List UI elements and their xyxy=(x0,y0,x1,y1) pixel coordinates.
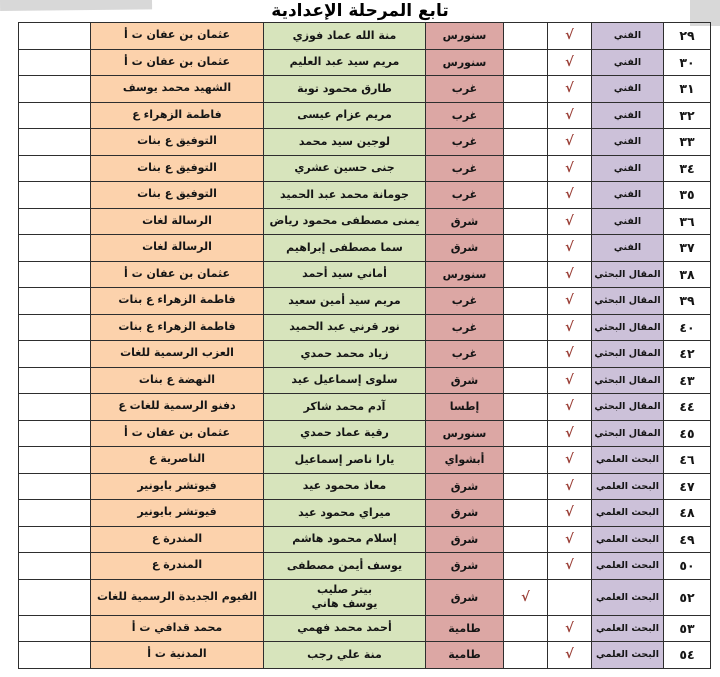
table-row xyxy=(19,261,711,288)
table-row xyxy=(19,579,711,615)
student-name-line1: آدم محمد شاكر xyxy=(303,399,386,413)
cell-school: المندرة ع xyxy=(91,526,264,553)
table-row xyxy=(19,526,711,553)
cell-region: إطسا xyxy=(426,394,504,421)
cell-category: الفني xyxy=(592,102,664,129)
cell-check-alt xyxy=(504,314,548,341)
cell-check-main: √ xyxy=(548,76,592,103)
cell-category: المقال البحثي xyxy=(592,420,664,447)
cell-school: عثمان بن عفان ت أ xyxy=(91,261,264,288)
page-title: تابع المرحلة الإعدادية xyxy=(271,1,449,21)
cell-check-main: √ xyxy=(548,129,592,156)
cell-check-main: √ xyxy=(548,182,592,209)
cell-student-name xyxy=(264,500,426,527)
cell-region: شرق xyxy=(426,553,504,580)
student-name-line1: سما مصطفى إبراهيم xyxy=(286,240,403,254)
cell-category: الفني xyxy=(592,235,664,262)
cell-school: عثمان بن عفان ت أ xyxy=(91,420,264,447)
cell-school: الرسالة لغات xyxy=(91,235,264,262)
spreadsheet-table xyxy=(18,22,711,669)
cell-empty xyxy=(19,473,91,500)
cell-school: العزب الرسمية للغات xyxy=(91,341,264,368)
student-name-line1: لوجين سيد محمد xyxy=(298,134,391,148)
student-name-line1: يمنى مصطفى محمود رياض xyxy=(269,214,420,228)
cell-empty xyxy=(19,500,91,527)
student-name-line1: رقية عماد حمدي xyxy=(300,426,389,440)
table-row xyxy=(19,473,711,500)
cell-region: غرب xyxy=(426,155,504,182)
cell-student-name xyxy=(264,447,426,474)
table-row xyxy=(19,235,711,262)
cell-empty xyxy=(19,615,91,642)
cell-region: غرب xyxy=(426,129,504,156)
cell-school: دفنو الرسمية للغات ع xyxy=(91,394,264,421)
table-row xyxy=(19,155,711,182)
student-name-line1: سلوى إسماعيل عيد xyxy=(291,373,398,387)
cell-check-main: √ xyxy=(548,367,592,394)
cell-school: الشهيد محمد يوسف xyxy=(91,76,264,103)
table-row xyxy=(19,367,711,394)
table-row xyxy=(19,129,711,156)
cell-student-name xyxy=(264,102,426,129)
cell-empty xyxy=(19,579,91,615)
student-name-line2: يوسف هاني xyxy=(311,597,378,610)
cell-category: البحث العلمي xyxy=(592,473,664,500)
cell-check-alt xyxy=(504,473,548,500)
student-name-line1: مريم سيد عبد العليم xyxy=(289,55,400,69)
cell-empty xyxy=(19,261,91,288)
cell-check-alt xyxy=(504,367,548,394)
cell-student-name xyxy=(264,155,426,182)
cell-school: المندرة ع xyxy=(91,553,264,580)
cell-check-alt xyxy=(504,155,548,182)
table-row xyxy=(19,553,711,580)
cell-row-number: ٣٢ xyxy=(664,102,711,129)
cell-empty xyxy=(19,129,91,156)
cell-check-alt xyxy=(504,208,548,235)
cell-check-main: √ xyxy=(548,314,592,341)
cell-row-number: ٥٢ xyxy=(664,579,711,615)
cell-region: شرق xyxy=(426,208,504,235)
student-name-line1: منة علي رجب xyxy=(307,647,382,661)
cell-check-main: √ xyxy=(548,420,592,447)
cell-school: فاطمة الزهراء ع بنات xyxy=(91,288,264,315)
cell-check-main: √ xyxy=(548,341,592,368)
cell-school: فيوتشر بايونير xyxy=(91,473,264,500)
cell-check-main: √ xyxy=(548,261,592,288)
student-name-line1: طارق محمود توبة xyxy=(297,81,392,95)
cell-empty xyxy=(19,553,91,580)
cell-row-number: ٥٤ xyxy=(664,642,711,669)
cell-region: شرق xyxy=(426,500,504,527)
cell-school: الرسالة لغات xyxy=(91,208,264,235)
cell-row-number: ٣٠ xyxy=(664,49,711,76)
table-row xyxy=(19,288,711,315)
cell-student-name xyxy=(264,314,426,341)
cell-check-main: √ xyxy=(548,526,592,553)
cell-row-number: ٢٩ xyxy=(664,23,711,50)
student-name-line1: مريم عزام عيسى xyxy=(297,108,392,122)
cell-category: البحث العلمي xyxy=(592,526,664,553)
cell-category: المقال البحثي xyxy=(592,394,664,421)
cell-student-name xyxy=(264,76,426,103)
student-name-line1: يارا ناصر إسماعيل xyxy=(294,452,395,466)
cell-category: البحث العلمي xyxy=(592,615,664,642)
cell-category: المقال البحثي xyxy=(592,314,664,341)
cell-category: البحث العلمي xyxy=(592,447,664,474)
cell-check-main: √ xyxy=(548,102,592,129)
cell-region: أبشواي xyxy=(426,447,504,474)
cell-check-alt xyxy=(504,526,548,553)
cell-check-main: √ xyxy=(548,642,592,669)
table-row xyxy=(19,23,711,50)
cell-row-number: ٣٨ xyxy=(664,261,711,288)
cell-region: غرب xyxy=(426,288,504,315)
cell-check-main: √ xyxy=(548,394,592,421)
cell-school: محمد قدافي ت أ xyxy=(91,615,264,642)
table-row xyxy=(19,615,711,642)
cell-check-alt xyxy=(504,23,548,50)
cell-school: فاطمة الزهراء ع xyxy=(91,102,264,129)
cell-category: المقال البحثي xyxy=(592,367,664,394)
cell-check-alt xyxy=(504,615,548,642)
table-row xyxy=(19,49,711,76)
cell-empty xyxy=(19,235,91,262)
cell-student-name xyxy=(264,526,426,553)
cell-student-name xyxy=(264,579,426,615)
cell-empty xyxy=(19,447,91,474)
cell-check-main xyxy=(548,579,592,615)
cell-category: المقال البحثي xyxy=(592,341,664,368)
cell-row-number: ٣٧ xyxy=(664,235,711,262)
cell-student-name xyxy=(264,49,426,76)
cell-student-name xyxy=(264,288,426,315)
cell-category: الفني xyxy=(592,76,664,103)
cell-check-alt xyxy=(504,500,548,527)
cell-empty xyxy=(19,526,91,553)
cell-student-name xyxy=(264,420,426,447)
cell-check-alt xyxy=(504,182,548,209)
cell-row-number: ٥٣ xyxy=(664,615,711,642)
cell-check-main: √ xyxy=(548,208,592,235)
cell-empty xyxy=(19,182,91,209)
cell-row-number: ٤٢ xyxy=(664,341,711,368)
cell-check-alt: √ xyxy=(504,579,548,615)
cell-student-name xyxy=(264,129,426,156)
cell-empty xyxy=(19,394,91,421)
student-name-line1: إسلام محمود هاشم xyxy=(292,532,397,546)
cell-region: غرب xyxy=(426,182,504,209)
cell-school: عثمان بن عفان ت أ xyxy=(91,23,264,50)
cell-student-name xyxy=(264,23,426,50)
cell-category: البحث العلمي xyxy=(592,642,664,669)
cell-student-name xyxy=(264,182,426,209)
cell-check-alt xyxy=(504,235,548,262)
cell-region: شرق xyxy=(426,367,504,394)
table-row xyxy=(19,314,711,341)
cell-empty xyxy=(19,155,91,182)
cell-category: البحث العلمي xyxy=(592,579,664,615)
cell-region: سنورس xyxy=(426,49,504,76)
cell-check-main: √ xyxy=(548,500,592,527)
cell-empty xyxy=(19,49,91,76)
cell-empty xyxy=(19,288,91,315)
cell-row-number: ٤٣ xyxy=(664,367,711,394)
cell-empty xyxy=(19,341,91,368)
cell-check-alt xyxy=(504,642,548,669)
cell-region: شرق xyxy=(426,579,504,615)
cell-school: النهضة ع بنات xyxy=(91,367,264,394)
cell-student-name xyxy=(264,235,426,262)
cell-row-number: ٤٨ xyxy=(664,500,711,527)
cell-category: البحث العلمي xyxy=(592,500,664,527)
student-name-line1: أحمد محمد فهمي xyxy=(297,621,392,635)
cell-check-main: √ xyxy=(548,49,592,76)
cell-empty xyxy=(19,314,91,341)
student-name-line1: منة الله عماد فوزي xyxy=(292,28,397,42)
cell-school: الناصرية ع xyxy=(91,447,264,474)
cell-check-alt xyxy=(504,288,548,315)
student-name-line1: مريم سيد أمين سعيد xyxy=(288,293,401,307)
cell-empty xyxy=(19,367,91,394)
cell-row-number: ٣٤ xyxy=(664,155,711,182)
table-row xyxy=(19,76,711,103)
cell-region: غرب xyxy=(426,76,504,103)
cell-region: غرب xyxy=(426,341,504,368)
cell-region: سنورس xyxy=(426,261,504,288)
table-row xyxy=(19,341,711,368)
cell-student-name xyxy=(264,615,426,642)
table-row xyxy=(19,394,711,421)
cell-row-number: ٤٥ xyxy=(664,420,711,447)
cell-student-name xyxy=(264,261,426,288)
cell-category: المقال البحثي xyxy=(592,288,664,315)
cell-row-number: ٣٣ xyxy=(664,129,711,156)
student-table xyxy=(18,22,711,669)
student-name-line1: معاذ محمود عيد xyxy=(302,479,387,493)
cell-check-alt xyxy=(504,261,548,288)
cell-check-main: √ xyxy=(548,288,592,315)
cell-check-alt xyxy=(504,102,548,129)
cell-student-name xyxy=(264,367,426,394)
cell-student-name xyxy=(264,208,426,235)
cell-region: غرب xyxy=(426,102,504,129)
cell-row-number: ٣١ xyxy=(664,76,711,103)
cell-empty xyxy=(19,76,91,103)
student-name-line1: أماني سيد أحمد xyxy=(302,267,387,281)
cell-check-main: √ xyxy=(548,235,592,262)
cell-category: الفني xyxy=(592,182,664,209)
student-name-line1: زياد محمد حمدي xyxy=(300,346,389,360)
cell-school: التوفيق ع بنات xyxy=(91,129,264,156)
table-row xyxy=(19,102,711,129)
cell-check-alt xyxy=(504,129,548,156)
cell-region: طامية xyxy=(426,615,504,642)
cell-check-alt xyxy=(504,76,548,103)
student-name-line1: ميراي محمود عيد xyxy=(298,505,391,519)
cell-row-number: ٣٩ xyxy=(664,288,711,315)
student-name-line1: جنى حسين عشري xyxy=(294,161,395,175)
table-body xyxy=(19,23,711,669)
cell-region: غرب xyxy=(426,314,504,341)
cell-region: شرق xyxy=(426,473,504,500)
cell-row-number: ٣٦ xyxy=(664,208,711,235)
cell-row-number: ٤٧ xyxy=(664,473,711,500)
cell-check-main: √ xyxy=(548,23,592,50)
table-row xyxy=(19,447,711,474)
cell-region: طامية xyxy=(426,642,504,669)
cell-category: الفني xyxy=(592,129,664,156)
cell-empty xyxy=(19,23,91,50)
cell-row-number: ٣٥ xyxy=(664,182,711,209)
student-name-line1: بيتر صليب xyxy=(316,583,373,597)
cell-check-alt xyxy=(504,447,548,474)
cell-school: المدنية ت أ xyxy=(91,642,264,669)
cell-student-name xyxy=(264,553,426,580)
cell-category: الفني xyxy=(592,155,664,182)
cell-category: الفني xyxy=(592,49,664,76)
table-row xyxy=(19,500,711,527)
cell-student-name xyxy=(264,473,426,500)
cell-category: البحث العلمي xyxy=(592,553,664,580)
cell-category: الفني xyxy=(592,23,664,50)
cell-check-main: √ xyxy=(548,615,592,642)
cell-school: التوفيق ع بنات xyxy=(91,155,264,182)
cell-region: سنورس xyxy=(426,23,504,50)
cell-region: شرق xyxy=(426,526,504,553)
cell-student-name xyxy=(264,394,426,421)
cell-category: الفني xyxy=(592,208,664,235)
cell-check-alt xyxy=(504,341,548,368)
cell-student-name xyxy=(264,642,426,669)
cell-check-main: √ xyxy=(548,155,592,182)
table-row xyxy=(19,208,711,235)
cell-empty xyxy=(19,102,91,129)
student-name-line1: يوسف أيمن مصطفى xyxy=(286,558,403,572)
cell-school: التوفيق ع بنات xyxy=(91,182,264,209)
cell-empty xyxy=(19,642,91,669)
cell-category: المقال البحثي xyxy=(592,261,664,288)
cell-check-alt xyxy=(504,394,548,421)
cell-check-alt xyxy=(504,553,548,580)
cell-empty xyxy=(19,420,91,447)
cell-school: الفيوم الجديدة الرسمية للغات xyxy=(91,579,264,615)
cell-row-number: ٤٩ xyxy=(664,526,711,553)
cell-row-number: ٤٤ xyxy=(664,394,711,421)
cell-row-number: ٤٠ xyxy=(664,314,711,341)
cell-empty xyxy=(19,208,91,235)
cell-check-alt xyxy=(504,420,548,447)
cell-check-main: √ xyxy=(548,553,592,580)
cell-region: سنورس xyxy=(426,420,504,447)
table-row xyxy=(19,642,711,669)
cell-school: فاطمة الزهراء ع بنات xyxy=(91,314,264,341)
cell-check-alt xyxy=(504,49,548,76)
cell-school: عثمان بن عفان ت أ xyxy=(91,49,264,76)
cell-school: فيوتشر بايونير xyxy=(91,500,264,527)
cell-row-number: ٥٠ xyxy=(664,553,711,580)
cell-row-number: ٤٦ xyxy=(664,447,711,474)
cell-check-main: √ xyxy=(548,473,592,500)
student-name-line1: جومانة محمد عبد الحميد xyxy=(280,187,409,201)
table-row xyxy=(19,182,711,209)
cell-region: شرق xyxy=(426,235,504,262)
cell-check-main: √ xyxy=(548,447,592,474)
cell-student-name xyxy=(264,341,426,368)
student-name-line1: نور قرني عبد الحميد xyxy=(289,320,400,334)
table-row xyxy=(19,420,711,447)
